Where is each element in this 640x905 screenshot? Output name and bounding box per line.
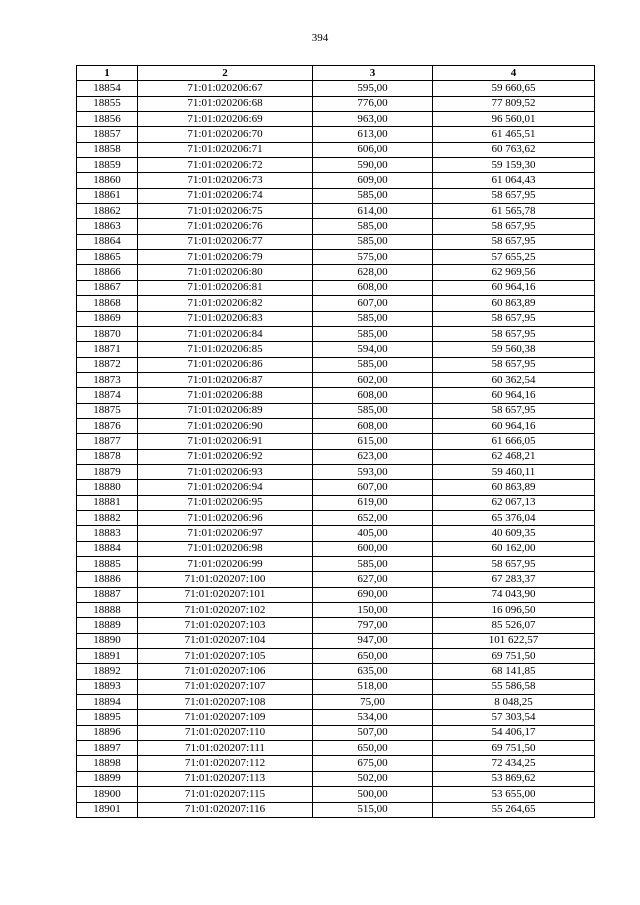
table-cell: 71:01:020206:67 (138, 81, 313, 96)
table-cell: 593,00 (313, 464, 433, 479)
table-body (77, 81, 595, 818)
table-cell: 57 303,54 (433, 710, 595, 725)
table-cell: 608,00 (313, 280, 433, 295)
table-row (77, 664, 595, 679)
table-cell: 61 565,78 (433, 204, 595, 219)
table-row (77, 618, 595, 633)
table-cell: 595,00 (313, 81, 433, 96)
table-cell: 53 869,62 (433, 771, 595, 786)
table-cell: 71:01:020206:98 (138, 541, 313, 556)
table-cell: 96 560,01 (433, 112, 595, 127)
table-cell: 585,00 (313, 188, 433, 203)
table-cell: 500,00 (313, 787, 433, 802)
table-row (77, 372, 595, 387)
table-cell: 18855 (77, 96, 138, 111)
table-row (77, 710, 595, 725)
table-row (77, 250, 595, 265)
table-cell: 71:01:020206:86 (138, 357, 313, 372)
table-cell: 71:01:020207:108 (138, 695, 313, 710)
table-cell: 71:01:020207:106 (138, 664, 313, 679)
table-row (77, 96, 595, 111)
table-cell: 18890 (77, 633, 138, 648)
table-cell: 650,00 (313, 649, 433, 664)
table-cell: 18900 (77, 787, 138, 802)
table-cell: 71:01:020207:102 (138, 603, 313, 618)
table-row (77, 787, 595, 802)
table-cell: 71:01:020207:113 (138, 771, 313, 786)
table-row (77, 633, 595, 648)
table-cell: 18863 (77, 219, 138, 234)
table-cell: 71:01:020206:84 (138, 326, 313, 341)
table-cell: 58 657,95 (433, 403, 595, 418)
table-cell: 405,00 (313, 526, 433, 541)
table-cell: 18884 (77, 541, 138, 556)
table-cell: 71:01:020206:71 (138, 142, 313, 157)
table-cell: 608,00 (313, 388, 433, 403)
table-cell: 69 751,50 (433, 741, 595, 756)
table-cell: 60 162,00 (433, 541, 595, 556)
table-cell: 101 622,57 (433, 633, 595, 648)
table-row (77, 741, 595, 756)
table-cell: 585,00 (313, 219, 433, 234)
table-cell: 18896 (77, 725, 138, 740)
table-cell: 18883 (77, 526, 138, 541)
table-cell: 71:01:020206:97 (138, 526, 313, 541)
table-cell: 59 159,30 (433, 158, 595, 173)
table-row (77, 526, 595, 541)
table-cell: 18886 (77, 572, 138, 587)
table-cell: 515,00 (313, 802, 433, 817)
table-cell: 71:01:020206:90 (138, 418, 313, 433)
table-row (77, 771, 595, 786)
table-cell: 18894 (77, 695, 138, 710)
table-cell: 18887 (77, 587, 138, 602)
table-cell: 60 863,89 (433, 296, 595, 311)
table-row (77, 603, 595, 618)
table-cell: 71:01:020206:70 (138, 127, 313, 142)
table-cell: 71:01:020207:111 (138, 741, 313, 756)
table-row (77, 464, 595, 479)
table-cell: 74 043,90 (433, 587, 595, 602)
table-cell: 71:01:020207:104 (138, 633, 313, 648)
table-cell: 18871 (77, 342, 138, 357)
table-cell: 69 751,50 (433, 649, 595, 664)
column-header: 3 (313, 66, 433, 81)
table-row (77, 403, 595, 418)
table-cell: 18869 (77, 311, 138, 326)
table-row (77, 280, 595, 295)
table-cell: 71:01:020207:109 (138, 710, 313, 725)
table-cell: 75,00 (313, 695, 433, 710)
table-cell: 502,00 (313, 771, 433, 786)
table-cell: 18889 (77, 618, 138, 633)
table-cell: 71:01:020206:76 (138, 219, 313, 234)
table-row (77, 510, 595, 525)
table-row (77, 158, 595, 173)
table-cell: 18881 (77, 495, 138, 510)
table-row (77, 326, 595, 341)
table-cell: 607,00 (313, 480, 433, 495)
table-cell: 71:01:020207:116 (138, 802, 313, 817)
table-cell: 585,00 (313, 326, 433, 341)
table-cell: 575,00 (313, 250, 433, 265)
table-row (77, 173, 595, 188)
table-cell: 59 560,38 (433, 342, 595, 357)
table-cell: 71:01:020206:92 (138, 449, 313, 464)
table-cell: 71:01:020206:89 (138, 403, 313, 418)
table-cell: 60 964,16 (433, 388, 595, 403)
table-cell: 585,00 (313, 403, 433, 418)
table-cell: 71:01:020206:91 (138, 434, 313, 449)
table-row (77, 695, 595, 710)
table-cell: 615,00 (313, 434, 433, 449)
table-cell: 65 376,04 (433, 510, 595, 525)
table-cell: 18876 (77, 418, 138, 433)
table-cell: 60 362,54 (433, 372, 595, 387)
table-cell: 18866 (77, 265, 138, 280)
table-row (77, 480, 595, 495)
table-row (77, 756, 595, 771)
table-cell: 59 460,11 (433, 464, 595, 479)
table-cell: 18872 (77, 357, 138, 372)
table-cell: 18867 (77, 280, 138, 295)
table-cell: 18895 (77, 710, 138, 725)
table-cell: 72 434,25 (433, 756, 595, 771)
table-row (77, 234, 595, 249)
table-row (77, 296, 595, 311)
table-cell: 55 586,58 (433, 679, 595, 694)
cadastral-table (76, 65, 595, 818)
table-cell: 71:01:020206:94 (138, 480, 313, 495)
table-cell: 635,00 (313, 664, 433, 679)
table-cell: 71:01:020206:81 (138, 280, 313, 295)
table-cell: 67 283,37 (433, 572, 595, 587)
table-cell: 18878 (77, 449, 138, 464)
table-cell: 18891 (77, 649, 138, 664)
table-row (77, 342, 595, 357)
table-cell: 71:01:020206:93 (138, 464, 313, 479)
table-cell: 71:01:020206:95 (138, 495, 313, 510)
table-cell: 18860 (77, 173, 138, 188)
table-cell: 16 096,50 (433, 603, 595, 618)
table-cell: 614,00 (313, 204, 433, 219)
table-cell: 628,00 (313, 265, 433, 280)
table-cell: 71:01:020206:87 (138, 372, 313, 387)
table-cell: 18877 (77, 434, 138, 449)
table-cell: 18854 (77, 81, 138, 96)
table-cell: 675,00 (313, 756, 433, 771)
table-cell: 85 526,07 (433, 618, 595, 633)
table-row (77, 142, 595, 157)
table-cell: 60 863,89 (433, 480, 595, 495)
table-row (77, 449, 595, 464)
table-cell: 60 964,16 (433, 418, 595, 433)
table-cell: 150,00 (313, 603, 433, 618)
table-cell: 18880 (77, 480, 138, 495)
table-cell: 518,00 (313, 679, 433, 694)
table-cell: 18856 (77, 112, 138, 127)
table-cell: 71:01:020206:69 (138, 112, 313, 127)
table-cell: 71:01:020206:88 (138, 388, 313, 403)
table-cell: 534,00 (313, 710, 433, 725)
table-cell: 18868 (77, 296, 138, 311)
table-cell: 690,00 (313, 587, 433, 602)
table-cell: 71:01:020206:85 (138, 342, 313, 357)
column-header: 4 (433, 66, 595, 81)
table-cell: 71:01:020206:73 (138, 173, 313, 188)
table-row (77, 388, 595, 403)
table-row (77, 204, 595, 219)
table-cell: 18874 (77, 388, 138, 403)
table-row (77, 418, 595, 433)
table-cell: 18857 (77, 127, 138, 142)
table-cell: 607,00 (313, 296, 433, 311)
table-cell: 585,00 (313, 357, 433, 372)
table-cell: 71:01:020206:82 (138, 296, 313, 311)
table-row (77, 81, 595, 96)
table-cell: 57 655,25 (433, 250, 595, 265)
table-cell: 18859 (77, 158, 138, 173)
table-cell: 602,00 (313, 372, 433, 387)
table-cell: 776,00 (313, 96, 433, 111)
table-cell: 40 609,35 (433, 526, 595, 541)
table-cell: 507,00 (313, 725, 433, 740)
table-row (77, 649, 595, 664)
table-cell: 71:01:020207:107 (138, 679, 313, 694)
table-cell: 609,00 (313, 173, 433, 188)
table-cell: 55 264,65 (433, 802, 595, 817)
table-cell: 71:01:020206:75 (138, 204, 313, 219)
table-cell: 963,00 (313, 112, 433, 127)
table-cell: 18864 (77, 234, 138, 249)
table-cell: 18879 (77, 464, 138, 479)
table-row (77, 219, 595, 234)
table-row (77, 572, 595, 587)
table-cell: 18888 (77, 603, 138, 618)
table-cell: 71:01:020206:83 (138, 311, 313, 326)
table-cell: 585,00 (313, 234, 433, 249)
table-cell: 71:01:020206:96 (138, 510, 313, 525)
table-cell: 8 048,25 (433, 695, 595, 710)
table-cell: 71:01:020206:99 (138, 557, 313, 572)
table-cell: 77 809,52 (433, 96, 595, 111)
table-cell: 71:01:020206:74 (138, 188, 313, 203)
table-row (77, 587, 595, 602)
table-cell: 71:01:020207:103 (138, 618, 313, 633)
table-cell: 600,00 (313, 541, 433, 556)
table-cell: 608,00 (313, 418, 433, 433)
table-cell: 18882 (77, 510, 138, 525)
table-cell: 585,00 (313, 557, 433, 572)
table-row (77, 127, 595, 142)
table-cell: 71:01:020207:115 (138, 787, 313, 802)
table-cell: 623,00 (313, 449, 433, 464)
table-cell: 650,00 (313, 741, 433, 756)
table-row (77, 679, 595, 694)
table-cell: 62 969,56 (433, 265, 595, 280)
table-cell: 18898 (77, 756, 138, 771)
table-cell: 71:01:020207:100 (138, 572, 313, 587)
table-cell: 18870 (77, 326, 138, 341)
table-cell: 652,00 (313, 510, 433, 525)
table-cell: 18901 (77, 802, 138, 817)
table-cell: 18858 (77, 142, 138, 157)
table-cell: 797,00 (313, 618, 433, 633)
table-cell: 18899 (77, 771, 138, 786)
table-row (77, 495, 595, 510)
table-cell: 61 666,05 (433, 434, 595, 449)
table-cell: 58 657,95 (433, 357, 595, 372)
table-cell: 62 468,21 (433, 449, 595, 464)
table-cell: 71:01:020206:77 (138, 234, 313, 249)
table-cell: 594,00 (313, 342, 433, 357)
table-cell: 18892 (77, 664, 138, 679)
table-cell: 18893 (77, 679, 138, 694)
table-cell: 585,00 (313, 311, 433, 326)
table-row (77, 357, 595, 372)
table-cell: 18897 (77, 741, 138, 756)
table-header-row (77, 66, 595, 81)
table-row (77, 557, 595, 572)
table-cell: 68 141,85 (433, 664, 595, 679)
table-cell: 71:01:020207:110 (138, 725, 313, 740)
table-cell: 71:01:020207:112 (138, 756, 313, 771)
table-cell: 71:01:020206:68 (138, 96, 313, 111)
table-cell: 53 655,00 (433, 787, 595, 802)
table-cell: 58 657,95 (433, 557, 595, 572)
table-cell: 71:01:020206:72 (138, 158, 313, 173)
table-cell: 18861 (77, 188, 138, 203)
table-cell: 59 660,65 (433, 81, 595, 96)
table-row (77, 265, 595, 280)
table-row (77, 802, 595, 817)
table-cell: 18875 (77, 403, 138, 418)
table-cell: 613,00 (313, 127, 433, 142)
column-header: 2 (138, 66, 313, 81)
table-cell: 590,00 (313, 158, 433, 173)
table-cell: 61 064,43 (433, 173, 595, 188)
table-cell: 71:01:020206:79 (138, 250, 313, 265)
table-cell: 58 657,95 (433, 326, 595, 341)
table-cell: 61 465,51 (433, 127, 595, 142)
table-row (77, 311, 595, 326)
table-cell: 58 657,95 (433, 219, 595, 234)
table-cell: 60 763,62 (433, 142, 595, 157)
table-cell: 947,00 (313, 633, 433, 648)
table-cell: 606,00 (313, 142, 433, 157)
table-cell: 71:01:020207:105 (138, 649, 313, 664)
table-cell: 58 657,95 (433, 188, 595, 203)
table-cell: 18873 (77, 372, 138, 387)
table-cell: 54 406,17 (433, 725, 595, 740)
table-cell: 18862 (77, 204, 138, 219)
table-cell: 58 657,95 (433, 311, 595, 326)
table-row (77, 188, 595, 203)
table-cell: 18885 (77, 557, 138, 572)
table-row (77, 725, 595, 740)
table-row (77, 434, 595, 449)
table-cell: 71:01:020206:80 (138, 265, 313, 280)
table-cell: 58 657,95 (433, 234, 595, 249)
table-cell: 18865 (77, 250, 138, 265)
table-cell: 71:01:020207:101 (138, 587, 313, 602)
table-row (77, 541, 595, 556)
table-cell: 627,00 (313, 572, 433, 587)
table-row (77, 112, 595, 127)
column-header: 1 (77, 66, 138, 81)
table-cell: 62 067,13 (433, 495, 595, 510)
table-cell: 619,00 (313, 495, 433, 510)
table-cell: 60 964,16 (433, 280, 595, 295)
page-number: 394 (311, 32, 329, 44)
